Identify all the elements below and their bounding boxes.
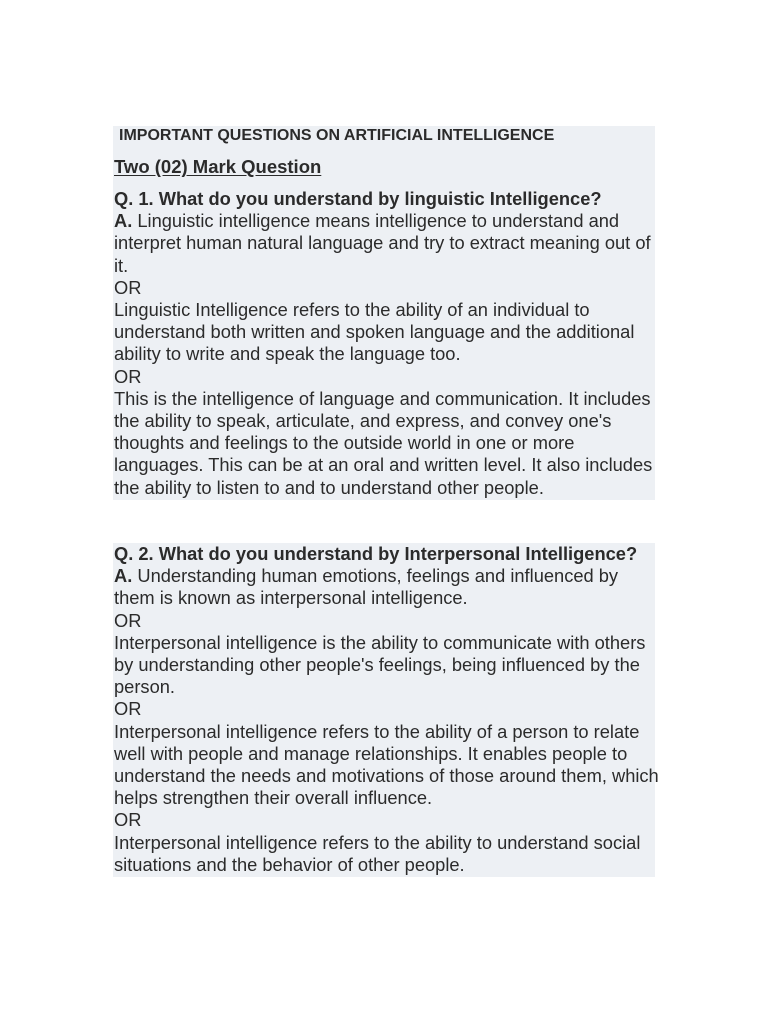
question-2: Q. 2. What do you understand by Interpersonal Intelligence? (114, 543, 638, 564)
answer-2-alt-3: Interpersonal intelligence refers to the ability to understand social situations and the behavior of other people. (114, 831, 641, 875)
or-separator: OR (114, 365, 142, 387)
answer-label: A. (114, 210, 133, 232)
answer-text: Understanding human emotions, feelings and influenced by them is known as interpersonal intelligence. (114, 565, 619, 609)
document-title: IMPORTANT QUESTIONS ON ARTIFICIAL INTELLIGENCE (119, 127, 555, 144)
question-1: Q. 1. What do you understand by linguistic Intelligence? (114, 188, 602, 209)
answer-1-alt-1: Linguistic Intelligence refers to the ability of an individual to understand both written and spoken language and the additional ability to write and speak the language too. (114, 299, 635, 365)
answer-2-alt-2: Interpersonal intelligence refers to the ability of a person to relate well with people and manage relationships. It enables people to understand the needs and motivations of those around them, which helps strengthen their overall influence. (114, 720, 659, 809)
answer-2-first (114, 565, 659, 609)
answer-text: Linguistic intelligence means intelligence to understand and interpret human natural language and try to extract meaning out of it. (114, 210, 651, 276)
qa-item-2 (114, 543, 659, 876)
or-separator: OR (114, 276, 142, 298)
answer-1-first (114, 210, 659, 277)
answer-2-alt-1: Interpersonal intelligence is the ability to communicate with others by understanding other people's feelings, being influenced by the person. (114, 631, 646, 698)
or-separator: OR (114, 698, 142, 720)
qa-item-1 (114, 188, 659, 499)
answer-label: A. (114, 565, 133, 587)
or-separator: OR (114, 809, 142, 831)
section-heading: Two (02) Mark Question (114, 156, 322, 177)
answer-1-alt-2: This is the intelligence of language and communication. It includes the ability to speak, articulate, and express, and convey one's thoughts and feelings to the outside world in one or more languages. This can be at an oral and written level. It also includes the ability to listen to and to understand other people. (114, 387, 653, 498)
or-separator: OR (114, 609, 142, 631)
